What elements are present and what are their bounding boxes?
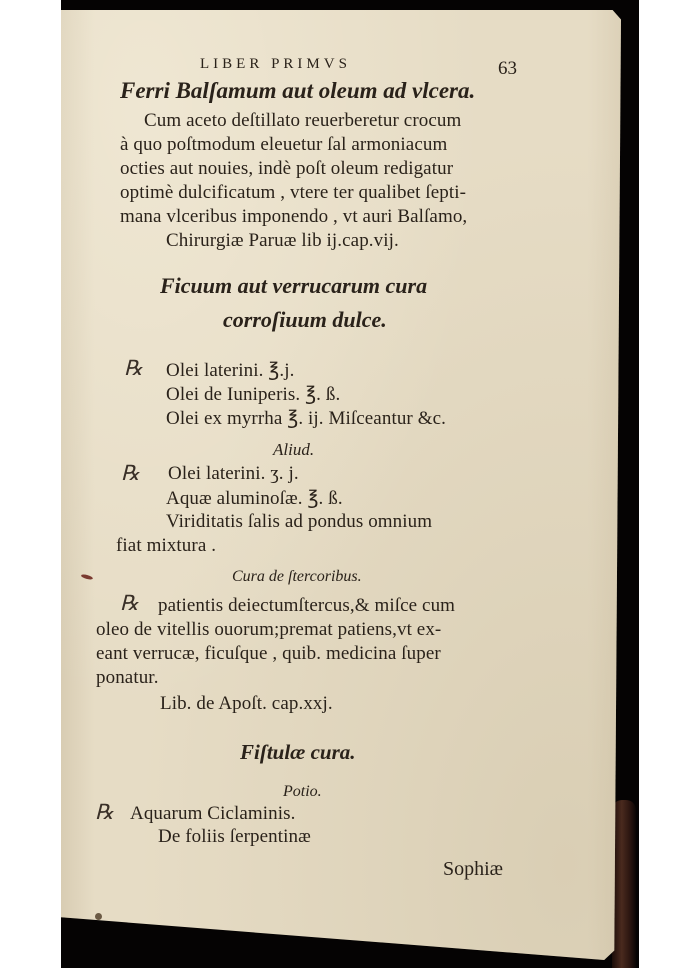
red-mark [81,574,94,581]
recipe-line: De foliis ſerpentinæ [158,826,311,847]
body-line: à quo poſtmodum eleuetur ſal armoniacum [120,134,448,155]
section-heading-fistulae: Fiſtulæ cura. [240,740,356,764]
ink-spot [95,913,102,920]
recipe-line: Olei laterini. ℥.j. [166,360,295,381]
body-line: Cum aceto deſtillato reuerberetur crocum [144,110,462,131]
recipe-line: Aquæ aluminoſæ. ℥. ß. [166,488,343,509]
section-heading-ficuum: Ficuum aut verrucarum cura [160,273,428,298]
citation: Lib. de Apoſt. cap.xxj. [160,693,333,714]
recipe-line: Viriditatis ſalis ad pondus omnium [166,511,433,532]
body-line: mana vlceribus imponendo , vt auri Balſamo, [120,206,468,227]
subheading-potio: Potio. [283,783,322,800]
book-cover-edge [612,800,636,968]
subheading-aliud: Aliud. [273,440,315,459]
section-heading-ficuum-line2: corroſiuum dulce. [223,307,387,332]
section-heading-ferri: Ferri Balſamum aut oleum ad vlcera. [120,78,476,103]
citation: Chirurgiæ Paruæ lib ij.cap.vij. [166,230,399,251]
catchword: Sophiæ [443,858,504,880]
recipe-line: fiat mixtura . [116,535,217,556]
running-head: LIBER PRIMVS [200,56,351,72]
section-heading-stercoribus: Cura de ſtercoribus. [232,568,362,585]
recipe-line: Olei de Iuniperis. ℥. ß. [166,384,341,405]
recipe-symbol: ℞ [120,591,139,615]
recipe-symbol: ℞ [95,800,114,824]
body-line: ponatur. [96,667,159,688]
recipe-symbol: ℞ [121,461,140,485]
body-line: patientis deiectumſtercus,& miſce cum [158,595,456,616]
recipe-line: Aquarum Ciclaminis. [130,803,296,824]
recipe-symbol: ℞ [124,356,143,380]
body-line: octies aut nouies, indè poſt oleum redigatur [120,158,454,179]
recipe-line: Olei ex myrrha ℥. ij. Miſceantur &c. [166,408,446,429]
body-line: eant verrucæ, ficuſque , quib. medicina ſuper [96,643,441,664]
recipe-line: Olei laterini. ʒ. j. [168,463,299,484]
body-line: optimè dulcificatum , vtere ter qualibet ſepti- [120,182,467,203]
page-number: 63 [498,58,517,79]
body-line: oleo de vitellis ouorum;premat patiens,vt ex- [96,619,442,640]
